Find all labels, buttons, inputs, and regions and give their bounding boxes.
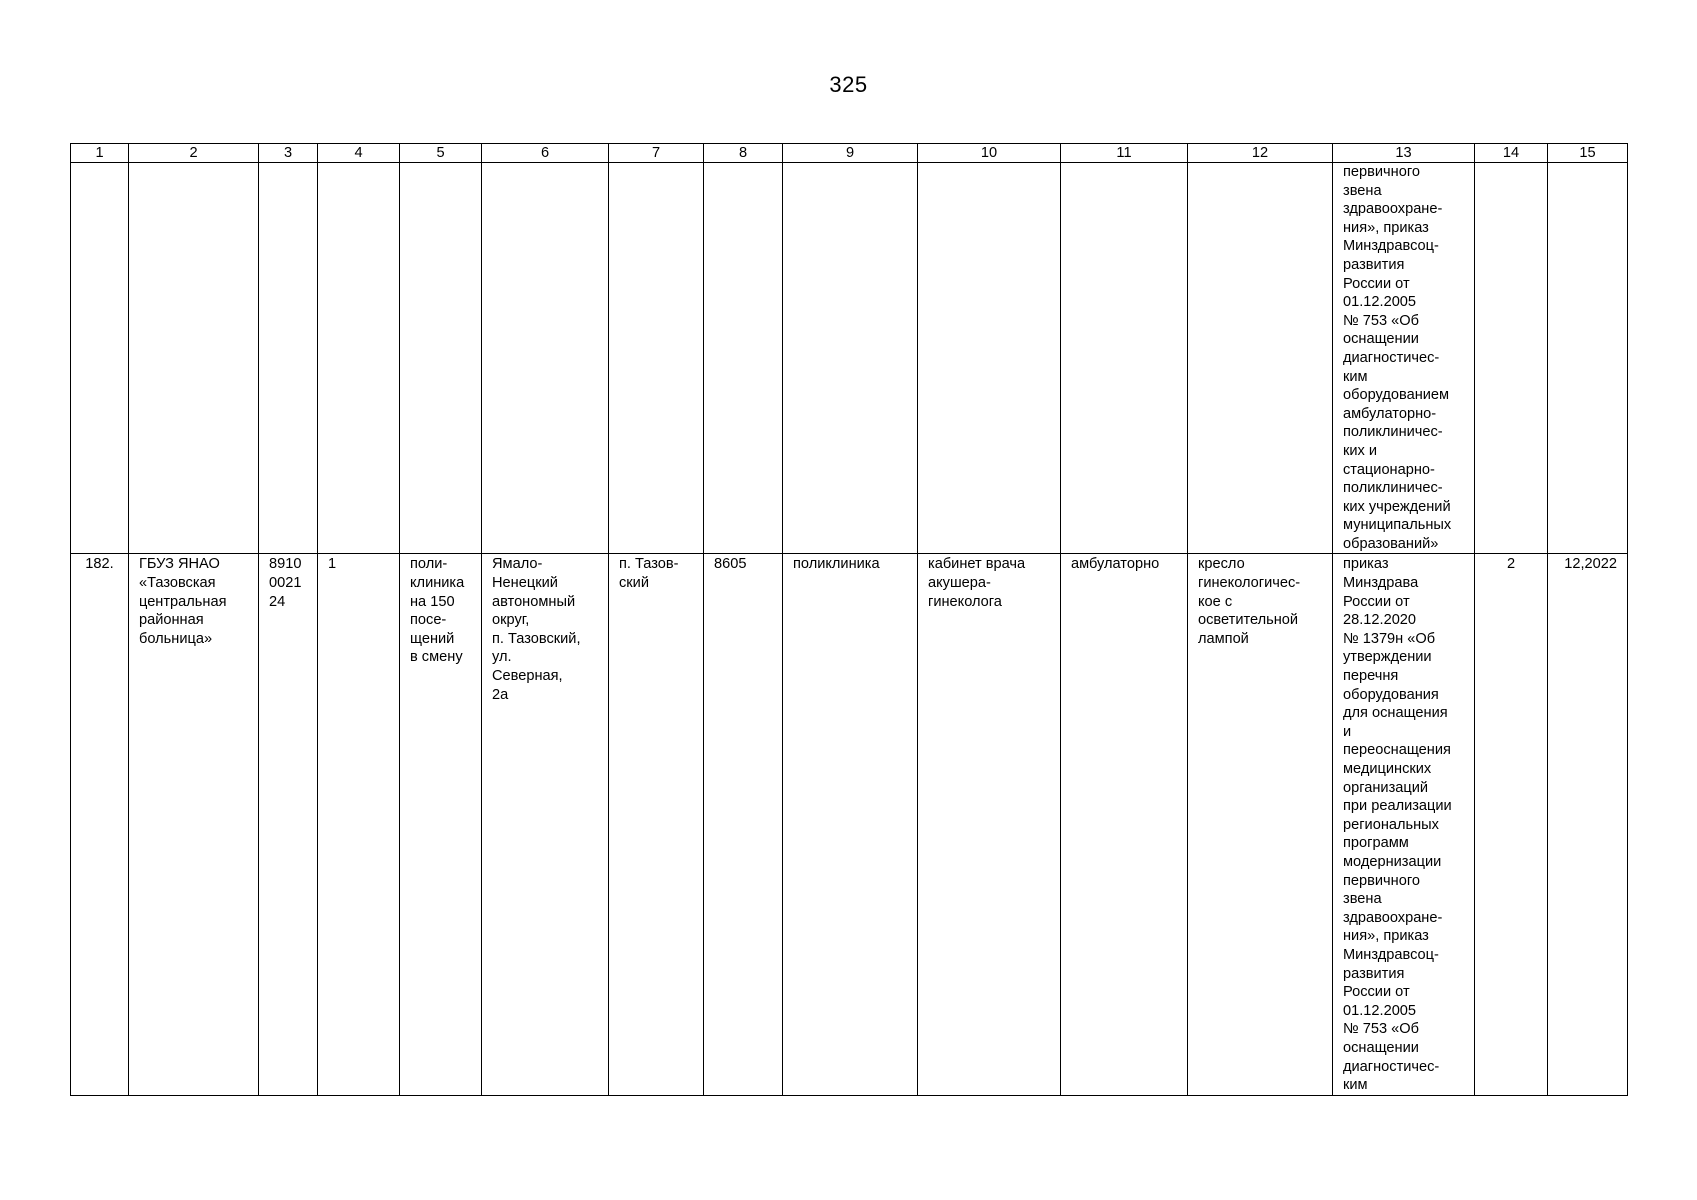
empty-cell bbox=[918, 163, 1061, 554]
empty-cell bbox=[783, 163, 918, 554]
empty-cell bbox=[482, 163, 609, 554]
address-cell: Ямало- Ненецкий автономный округ, п. Тазовский, ул. Северная, 2а bbox=[482, 554, 609, 1096]
column-number-2: 2 bbox=[129, 144, 259, 163]
empty-cell bbox=[129, 163, 259, 554]
settlement-cell: п. Тазов- ский bbox=[609, 554, 704, 1096]
column-number-3: 3 bbox=[259, 144, 318, 163]
empty-cell bbox=[259, 163, 318, 554]
empty-cell bbox=[1475, 163, 1548, 554]
equipment-table bbox=[70, 143, 1628, 1096]
column-4-cell: 1 bbox=[318, 554, 400, 1096]
page-number: 325 bbox=[829, 72, 868, 97]
column-number-13: 13 bbox=[1333, 144, 1475, 163]
empty-cell bbox=[400, 163, 482, 554]
empty-cell bbox=[704, 163, 783, 554]
column-number-6: 6 bbox=[482, 144, 609, 163]
column-number-12: 12 bbox=[1188, 144, 1333, 163]
column-number-1: 1 bbox=[71, 144, 129, 163]
equipment-cell: кресло гинекологичес- кое с осветительной лампой bbox=[1188, 554, 1333, 1096]
code-cell: 8605 bbox=[704, 554, 783, 1096]
column-number-8: 8 bbox=[704, 144, 783, 163]
regulation-text-cell: первичного звена здравоохране- ния», приказ Минздравсоц- развития России от 01.12.2005 № 753 «Об оснащении диагностичес- ким оборудованием амбулаторно- поликлиничес- ких и стационарно- поликлиничес- ких учреждений муниципальных образований» bbox=[1333, 163, 1475, 554]
empty-cell bbox=[1188, 163, 1333, 554]
inn-cell: 8910 0021 24 bbox=[259, 554, 318, 1096]
cabinet-cell: кабинет врача акушера- гинеколога bbox=[918, 554, 1061, 1096]
empty-cell bbox=[1548, 163, 1628, 554]
column-number-9: 9 bbox=[783, 144, 918, 163]
column-number-row bbox=[71, 144, 1628, 163]
facility-capacity-cell: поли- клиника на 150 посе- щений в смену bbox=[400, 554, 482, 1096]
organization-name-cell: ГБУЗ ЯНАО «Тазовская центральная районная больница» bbox=[129, 554, 259, 1096]
quantity-cell: 2 bbox=[1475, 554, 1548, 1096]
regulation-text-cell: приказ Минздрава России от 28.12.2020 № 1379н «Об утверждении перечня оборудования для оснащения и переоснащения медицинских организаций при реализации региональных программ модернизации первичного звена здравоохране- ния», приказ Минздравсоц- развития России от 01.12.2005 № 753 «Об оснащении диагностичес- ким bbox=[1333, 554, 1475, 1096]
empty-cell bbox=[71, 163, 129, 554]
row-number-cell: 182. bbox=[71, 554, 129, 1096]
empty-cell bbox=[318, 163, 400, 554]
department-cell: поликлиника bbox=[783, 554, 918, 1096]
date-cell: 12,2022 bbox=[1548, 554, 1628, 1096]
table-row-182 bbox=[71, 554, 1628, 1096]
column-number-7: 7 bbox=[609, 144, 704, 163]
column-number-10: 10 bbox=[918, 144, 1061, 163]
empty-cell bbox=[1061, 163, 1188, 554]
column-number-4: 4 bbox=[318, 144, 400, 163]
empty-cell bbox=[609, 163, 704, 554]
column-number-5: 5 bbox=[400, 144, 482, 163]
column-number-14: 14 bbox=[1475, 144, 1548, 163]
column-number-15: 15 bbox=[1548, 144, 1628, 163]
column-number-11: 11 bbox=[1061, 144, 1188, 163]
care-type-cell: амбулаторно bbox=[1061, 554, 1188, 1096]
table-row-continuation bbox=[71, 163, 1628, 554]
